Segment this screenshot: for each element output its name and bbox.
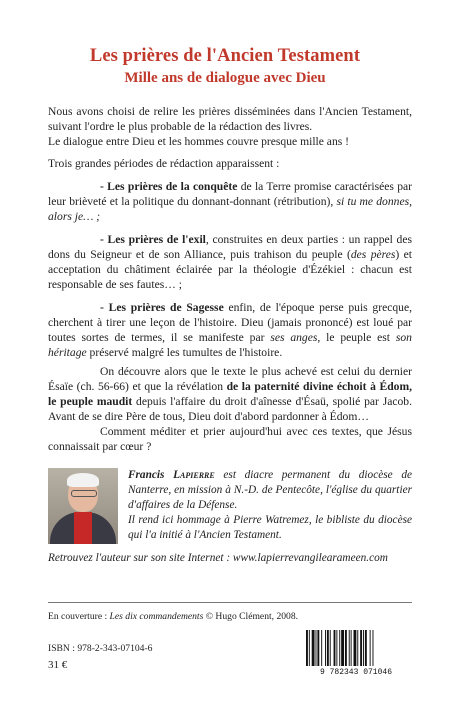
intro-line-2: Le dialogue entre Dieu et les hommes couvre presque mille ans ! <box>48 135 350 148</box>
intro-paragraph <box>48 104 412 149</box>
cover-credit-work: Les dix commandements <box>109 611 204 622</box>
period-wisdom-text-c: préservé malgré les tumultes de l'histoire. <box>86 346 283 359</box>
author-block <box>48 468 412 544</box>
period-conquest-title: - Les prières de la conquête <box>100 180 238 193</box>
author-bio-1 <box>128 468 412 513</box>
author-bio-2: Il rend ici hommage à Pierre Watremez, le bibliste du diocèse qui l'a initié à l'Ancien Testament. <box>128 514 412 541</box>
author-last-name: Lapierre <box>173 469 215 481</box>
author-first-name: Francis <box>128 469 165 481</box>
period-wisdom <box>48 300 412 360</box>
blurb <box>48 104 412 462</box>
period-wisdom-italic-a: ses anges <box>270 331 318 344</box>
period-exile-text-b: ) et acceptation du châtiment éclairée par la théologie d'Ézékiel : chacun est responsable de ses fautes… ; <box>48 248 412 291</box>
cover-credit <box>48 611 298 622</box>
period-conquest-quote: si tu me donnes, alors je… ; <box>48 195 412 223</box>
barcode <box>300 628 412 676</box>
period-exile <box>48 232 412 292</box>
period-wisdom-text-a: enfin, de l'époque perse puis grecque, cherchent à tirer une leçon de l'histoire. Dieu (jamais prononcé) est loué par toutes sortes de termes, il se manifeste par <box>48 301 413 344</box>
book-subtitle: Mille ans de dialogue avec Dieu <box>124 70 326 86</box>
conclusion-text-b: depuis l'affaire du droit d'aînesse d'Ésaü, spolié par Jacob. Avant de se dire Père de tous, Dieu doit d'abord pardonner à Édom… <box>48 395 412 423</box>
intro-line-1: Nous avons choisi de relire les prières disséminées dans l'Ancien Testament, suivant l'ordre le plus probable de la rédaction des livres. <box>48 105 412 133</box>
period-wisdom-title: - Les prières de Sagesse <box>100 301 224 314</box>
cover-credit-author: © Hugo Clément, 2008. <box>203 611 299 622</box>
closing-question: Comment méditer et prier aujourd'hui avec ces textes, que Jésus connaissait par cœur ? <box>48 425 412 453</box>
period-exile-italic: des pères <box>350 248 396 261</box>
author-photo <box>48 468 118 544</box>
barcode-digits: 9 782343 071046 <box>319 668 393 676</box>
period-wisdom-italic-b: son héritage <box>48 331 412 359</box>
period-wisdom-text-b: , le peuple est <box>317 331 396 344</box>
isbn: ISBN : 978-2-343-07104-6 <box>48 643 153 654</box>
author-website: Retrouvez l'auteur sur son site Internet : www.lapierrevangilearameen.com <box>48 552 388 564</box>
periods-intro: Trois grandes périodes de rédaction apparaissent : <box>48 157 280 170</box>
period-conquest <box>48 179 412 224</box>
period-conquest-text: de la Terre promise caractérisées par leur brièveté et la politique du donnant-donnant (rétribution), <box>48 180 413 208</box>
divider <box>48 602 412 603</box>
conclusion-text-a: On découvre alors que le texte le plus achevé est celui du dernier Ésaïe (ch. 56-66) et que la révélation <box>48 365 412 393</box>
book-title: Les prières de l'Ancien Testament <box>89 46 361 66</box>
period-exile-title: - Les prières de l'exil <box>100 233 206 246</box>
conclusion-bold: de la paternité divine échoit à Édom, le peuple maudit <box>48 380 412 408</box>
price: 31 € <box>48 659 68 671</box>
author-bio-a: est diacre permanent du diocèse de Nanterre, en mission à N.-D. de Pentecôte, l'église du quartier d'affaires de la Défense. <box>128 469 412 511</box>
author-bio <box>128 468 412 543</box>
cover-credit-label: En couverture : <box>48 611 110 622</box>
conclusion-paragraph <box>48 364 412 424</box>
period-exile-text-a: , construites en deux parties : un rappel des dons du Seigneur et de son Alliance, puis trahison du peuple ( <box>48 233 412 261</box>
